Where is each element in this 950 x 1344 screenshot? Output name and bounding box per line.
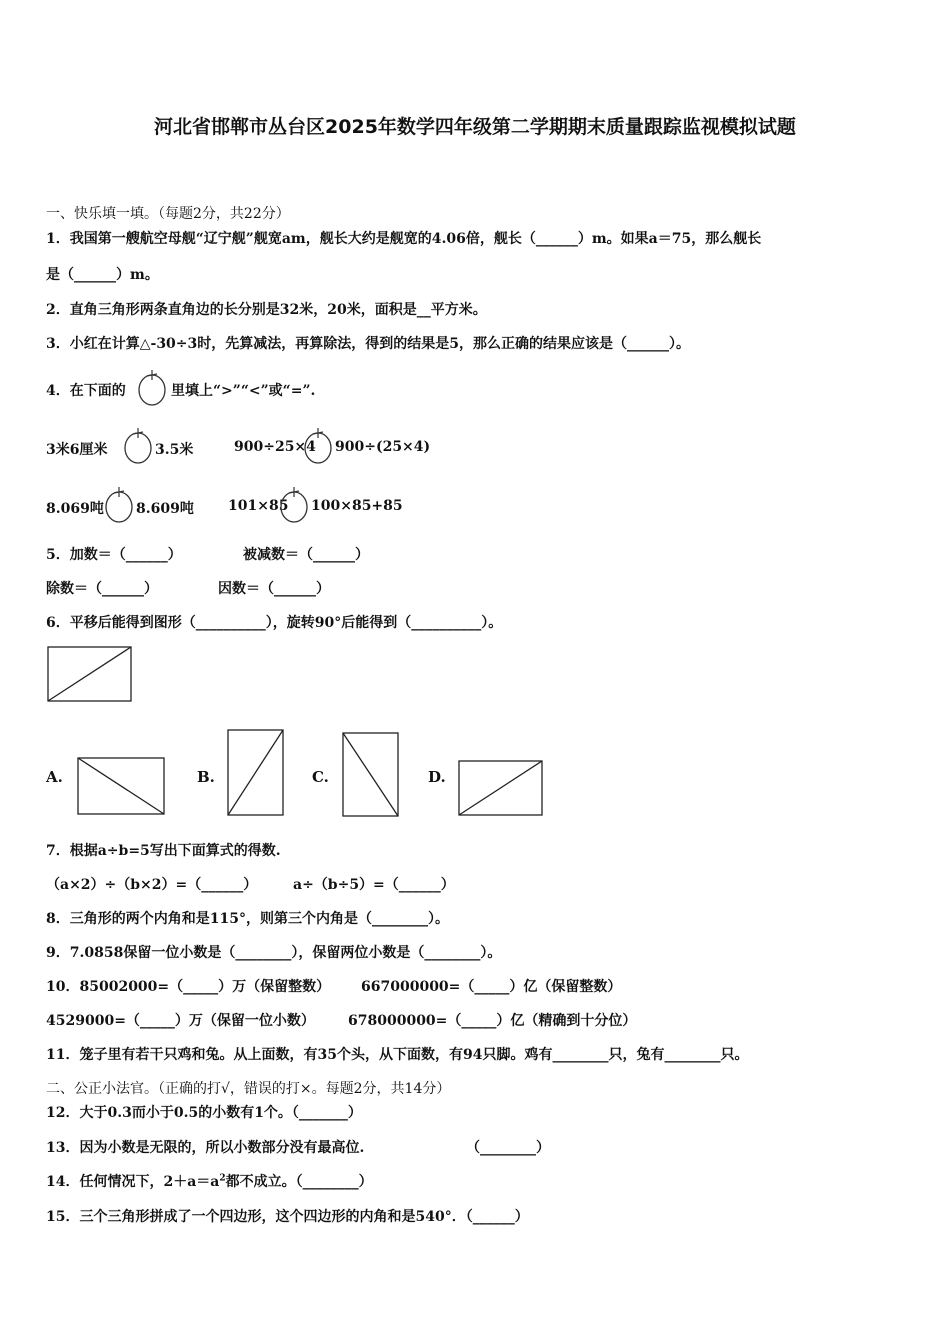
page-title: 河北省邯郸市丛台区2025年数学四年级第二学期期末质量跟踪监视模拟试题 <box>154 116 796 138</box>
question-4-prefix: 4．在下面的 <box>46 383 126 399</box>
q4-row2-b-left: 101×85 <box>228 498 289 514</box>
question-5-minuend: 被减数＝（______） <box>243 547 369 563</box>
question-10-c: 4529000=（_____）万（保留一位小数） <box>46 1013 315 1029</box>
question-7-b: a÷（b÷5）=（______） <box>293 877 455 893</box>
q4-row2-a-right: 8.609吨 <box>136 501 194 517</box>
q4-row2-b-right: 100×85+85 <box>311 498 403 514</box>
q4-row1-b-left: 900÷25×4 <box>234 439 316 455</box>
question-11: 11．笼子里有若干只鸡和兔。从上面数，有35个头，从下面数，有94只脚。鸡有________只，兔有________只。 <box>46 1047 749 1063</box>
question-14-rest: 都不成立。（________） <box>225 1174 373 1190</box>
question-12: 12．大于0.3而小于0.5的小数有1个。（_______） <box>46 1105 362 1121</box>
section-2-heading: 二、公正小法官。（正确的打√，错误的打×。每题2分，共14分） <box>46 1081 451 1097</box>
question-1-line-2: 是（______）m。 <box>46 267 159 283</box>
q4-row1-b-right: 900÷(25×4) <box>335 439 431 455</box>
option-b-label[interactable]: B. <box>197 768 215 786</box>
question-3: 3．小红在计算△-30÷3时，先算减法，再算除法，得到的结果是5，那么正确的结果应该是（______）。 <box>46 336 691 352</box>
question-7: 7．根据a÷b=5写出下面算式的得数. <box>46 843 281 859</box>
question-14 <box>46 1171 373 1191</box>
question-14-text: 14．任何情况下，2＋a＝a <box>46 1174 220 1190</box>
question-5-divisor: 除数＝（______） <box>46 581 158 597</box>
question-14-superscript: 2 <box>219 1173 226 1184</box>
question-5-factor: 因数＝（______） <box>218 581 330 597</box>
question-10-d: 678000000=（_____）亿（精确到十分位） <box>348 1013 637 1029</box>
section-1-heading: 一、快乐填一填。（每题2分，共22分） <box>46 206 290 222</box>
option-a-label[interactable]: A. <box>46 768 63 786</box>
answer-circle-icon[interactable] <box>137 368 169 408</box>
question-9: 9．7.0858保留一位小数是（________），保留两位小数是（________）。 <box>46 945 502 961</box>
question-1-line-1: 1．我国第一艘航空母舰“辽宁舰”舰宽am，舰长大约是舰宽的4.06倍，舰长（______）m。如果a＝75，那么舰长 <box>46 231 762 247</box>
q4-row1-a-left: 3米6厘米 <box>46 442 108 458</box>
answer-circle-icon[interactable] <box>278 485 310 525</box>
question-2: 2．直角三角形两条直角边的长分别是32米，20米，面积是__平方米。 <box>46 302 487 318</box>
question-10-a: 10．85002000=（_____）万（保留整数） <box>46 979 331 995</box>
answer-circle-icon[interactable] <box>103 485 135 525</box>
question-6: 6．平移后能得到图形（__________），旋转90°后能得到（__________）。 <box>46 615 503 631</box>
question-4-suffix: 里填上“>”“<”或“=”. <box>171 383 316 399</box>
q4-row1-a-right: 3.5米 <box>155 442 194 458</box>
question-15: 15．三个三角形拼成了一个四边形，这个四边形的内角和是540°．（______） <box>46 1209 529 1225</box>
question-10-b: 667000000=（_____）亿（保留整数） <box>361 979 622 995</box>
option-c-label[interactable]: C. <box>312 768 329 786</box>
question-7-a: （a×2）÷（b×2）=（______） <box>46 877 258 893</box>
question-8: 8．三角形的两个内角和是115°，则第三个内角是（________）。 <box>46 911 449 927</box>
question-13-blank: （________） <box>466 1140 550 1156</box>
question-13: 13．因为小数是无限的，所以小数部分没有最高位. <box>46 1140 365 1156</box>
option-d-label[interactable]: D. <box>428 768 446 786</box>
answer-circle-icon[interactable] <box>122 426 154 466</box>
question-5-addend: 5．加数＝（______） <box>46 547 182 563</box>
q4-row2-a-left: 8.069吨 <box>46 501 104 517</box>
answer-circle-icon[interactable] <box>302 426 334 466</box>
